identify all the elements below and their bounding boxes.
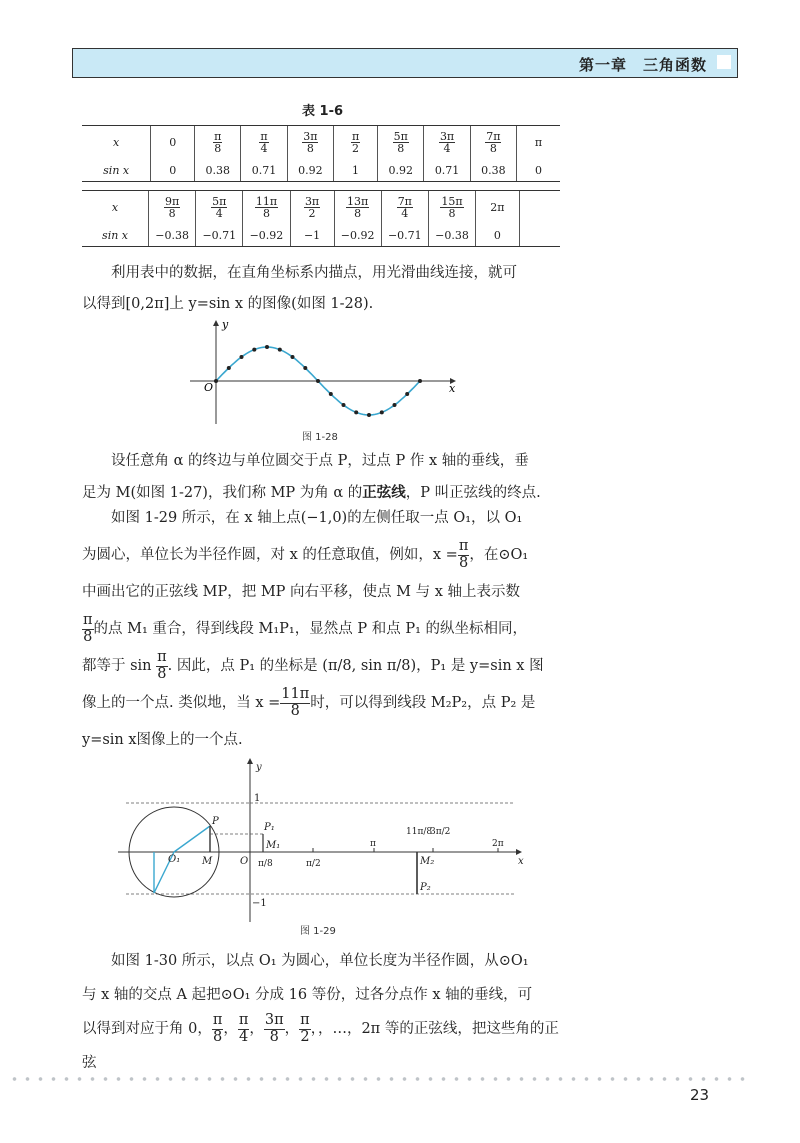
fig28-point <box>329 392 333 396</box>
chapter-header-bar <box>72 48 738 78</box>
table2-sin-label: sin x <box>82 225 149 247</box>
table2-sin-cell: −0.71 <box>381 225 428 247</box>
fig28-point <box>354 410 358 414</box>
table2-sin-cell <box>519 225 560 247</box>
table1-x-cell: $\frac{3\pi}{8}$ <box>287 126 333 160</box>
table1-sin-label: sin x <box>82 160 151 182</box>
table1-sin-cell: 1 <box>333 160 377 182</box>
fig28-point <box>252 348 256 352</box>
table1-x-cell: $\frac{3\pi}{4}$ <box>424 126 470 160</box>
table2-x-cell: $\frac{9\pi}{8}$ <box>149 191 196 225</box>
fig28-point <box>418 379 422 383</box>
paragraph-3 <box>82 500 562 759</box>
table1-sin-cell: 0 <box>151 160 195 182</box>
table2-sin-cell: −0.71 <box>196 225 243 247</box>
frac-11pi-8: $\frac{11\pi}{8}$ <box>281 686 310 719</box>
fig29-label-p1: P₁ <box>264 822 275 833</box>
para4-line3-b: ，…，2π 等的正弦线，把这些角的正弦 <box>82 1021 559 1071</box>
fig28-point <box>342 403 346 407</box>
fig28-point <box>265 345 269 349</box>
table1-x-cell: $\frac{7\pi}{8}$ <box>470 126 516 160</box>
para3-line1: 如图 1-29 所示，在 x 轴上点(−1,0)的左侧任取一点 O₁，以 O₁ <box>111 510 523 526</box>
table1-sin-cell: 0 <box>516 160 560 182</box>
table1-x-cell: $\frac{\pi}{8}$ <box>195 126 241 160</box>
table2-x-cell <box>519 191 560 225</box>
values-table-upper <box>82 125 560 182</box>
paragraph-1 <box>82 258 562 320</box>
table1-sin-cell: 0.92 <box>378 160 424 182</box>
para4-line2: 与 x 轴的交点 A 起把⊙O₁ 分成 16 等份，过各分点作 x 轴的垂线，可 <box>82 987 533 1003</box>
table2-x-cell: $\frac{11\pi}{8}$ <box>243 191 290 225</box>
table2-sin-cell: −1 <box>290 225 334 247</box>
para1-line2: 以得到[0,2π]上 y=sin x 的图像(如图 1-28). <box>82 296 374 312</box>
table2-sin-cell: 0 <box>476 225 520 247</box>
fig28-x-label: x <box>449 382 456 395</box>
para4-line3 <box>82 1012 562 1080</box>
table1-sin-cell: 0.71 <box>424 160 470 182</box>
fig28-point <box>303 366 307 370</box>
fig29-label-p: P <box>212 816 219 827</box>
fig29-label-m1: M₁ <box>266 840 281 851</box>
table2-sin-cell: −0.38 <box>149 225 196 247</box>
para3-line7: y=sin x图像上的一个点. <box>82 732 243 748</box>
para3-line5-a: 都等于 sin <box>82 658 152 674</box>
term-sine-line: 正弦线 <box>362 484 406 501</box>
table2-sin-cell: −0.92 <box>334 225 381 247</box>
fig29-label-p2: P₂ <box>420 882 431 893</box>
fig29-label-1: 1 <box>254 793 261 804</box>
table2-x-cell: $\frac{5\pi}{4}$ <box>196 191 243 225</box>
page-number: 23 <box>690 1086 710 1104</box>
para2-line2-a: 足为 M(如图 1-27)，我们称 MP 为角 α 的 <box>82 485 363 501</box>
coord-p1: (π/8, sin π/8) <box>322 658 417 674</box>
table2-sin-cell: −0.92 <box>243 225 290 247</box>
table1-x-cell: 0 <box>151 126 195 160</box>
fig29-tick-11pi8: 11π/8 <box>406 827 433 837</box>
table1-x-label: x <box>82 126 151 160</box>
paragraph-4 <box>82 944 562 1080</box>
angle-fraction: $\frac{\pi}{4}$ <box>238 1012 249 1045</box>
table1-sin-cell: 0.38 <box>195 160 241 182</box>
para3-line4 <box>82 611 562 648</box>
fig29-tick-2pi-label: 2π <box>492 839 504 849</box>
fig28-point <box>278 348 282 352</box>
chapter-title: 第一章 三角函数 <box>578 56 707 74</box>
frac-pi-8-b: $\frac{\pi}{8}$ <box>83 612 93 645</box>
table1-sin-cell: 0.38 <box>470 160 516 182</box>
para3-line6-b: 时，可以得到线段 M₂P₂，点 P₂ 是 <box>310 695 536 711</box>
fig29-label-o1: O₁ <box>168 854 181 865</box>
para3-line2-a: 为圆心，单位长为半径作圆，对 x 的任意取值，例如，x = <box>82 547 458 563</box>
frac-pi-8-c: $\frac{\pi}{8}$ <box>157 649 167 682</box>
fig28-y-arrow <box>213 320 219 326</box>
table1-x-cell: $\frac{\pi}{4}$ <box>241 126 287 160</box>
para3-line5 <box>82 648 562 685</box>
para3-line6-a: 像上的一个点. 类似地，当 x = <box>82 695 281 711</box>
table1-sin-cell: 0.71 <box>241 160 287 182</box>
para4-line1: 如图 1-30 所示，以点 O₁ 为圆心，单位长度为半径作圆，从⊙O₁ <box>111 953 529 969</box>
frac-pi-8-a: $\frac{\pi}{8}$ <box>458 538 469 571</box>
para4-line3-a: 以得到对应于角 0， <box>82 1021 212 1037</box>
fig28-point <box>240 355 244 359</box>
fig29-label-neg1: −1 <box>252 898 267 909</box>
fig28-point <box>380 410 384 414</box>
fig29-tick-3pi2-label: 3π/2 <box>430 827 451 837</box>
para3-line5-d: ，P₁ 是 y=sin x 图 <box>416 658 544 674</box>
fig29-origin-label: O <box>240 856 249 867</box>
fig29-label-m: M <box>202 856 213 867</box>
fig28-point <box>291 355 295 359</box>
para3-line4-text: 的点 M₁ 重合，得到线段 M₁P₁，显然点 P 和点 P₁ 的纵坐标相同， <box>93 621 528 637</box>
fig28-point <box>405 392 409 396</box>
angle-fraction: $\frac{\pi}{8}$ <box>212 1012 223 1045</box>
fig28-point <box>227 366 231 370</box>
para2-line2-b: ，P 叫正弦线的终点. <box>405 485 541 501</box>
fig28-origin-label: O <box>204 381 214 394</box>
angle-fraction-list: $\frac{\pi}{8}$ ， $\frac{\pi}{4}$ ， $\frac{3\pi}{8}$ ， $\frac{\pi}{2}$ ， <box>212 1012 318 1045</box>
fig28-point <box>316 379 320 383</box>
fig29-x-arrow <box>516 849 522 855</box>
fig28-caption: 图 1-28 <box>302 432 338 443</box>
values-table-lower <box>82 190 560 247</box>
fig29-radius-op <box>174 826 210 852</box>
para3-line2-b: ，在⊙O₁ <box>469 547 529 563</box>
fig29-y-label: y <box>256 762 262 773</box>
fig29-label-m2: M₂ <box>420 856 435 867</box>
angle-fraction: $\frac{\pi}{2}$ <box>300 1012 310 1045</box>
table2-sin-cell: −0.38 <box>428 225 475 247</box>
para3-line3: 中画出它的正弦线 MP，把 MP 向右平移，使点 M 与 x 轴上表示数 <box>82 584 520 600</box>
para3-line6 <box>82 685 562 722</box>
angle-fraction: $\frac{3\pi}{8}$ <box>264 1012 284 1045</box>
fig29-caption: 图 1-29 <box>300 926 336 937</box>
fig29-tick-pi2-label: π/2 <box>306 859 321 869</box>
table-caption: 表 1-6 <box>302 104 344 119</box>
fig28-point <box>393 403 397 407</box>
table2-x-cell: $\frac{13\pi}{8}$ <box>334 191 381 225</box>
fig28-point <box>214 379 218 383</box>
header-decoration <box>717 55 731 69</box>
fig29-x-label: x <box>518 856 524 867</box>
table1-x-cell: π <box>516 126 560 160</box>
table2-x-label: x <box>82 191 149 225</box>
table1-x-cell: $\frac{5\pi}{8}$ <box>378 126 424 160</box>
fig28-point <box>367 413 371 417</box>
table2-x-cell: $\frac{7\pi}{4}$ <box>381 191 428 225</box>
fig28-y-label: y <box>222 318 229 331</box>
figure-1-28 <box>188 318 460 430</box>
footer-dotted-line <box>8 1076 748 1082</box>
para3-line2 <box>82 537 562 574</box>
table1-sin-cell: 0.92 <box>287 160 333 182</box>
figure-1-29 <box>118 756 528 924</box>
fig29-tick-pi-label: π <box>370 839 376 849</box>
para2-line1: 设任意角 α 的终边与单位圆交于点 P，过点 P 作 x 轴的垂线，垂 <box>111 453 529 469</box>
table2-x-cell: $\frac{3\pi}{2}$ <box>290 191 334 225</box>
para3-line5-b: . 因此，点 P₁ 的坐标是 <box>167 658 318 674</box>
fig29-y-arrow <box>247 758 253 764</box>
table2-x-cell: $\frac{15\pi}{8}$ <box>428 191 475 225</box>
fig29-tick-pi8: π/8 <box>258 859 273 869</box>
para1-line1: 利用表中的数据，在直角坐标系内描点，用光滑曲线连接，就可 <box>111 265 517 281</box>
table1-x-cell: $\frac{\pi}{2}$ <box>333 126 377 160</box>
table2-x-cell: 2π <box>476 191 520 225</box>
